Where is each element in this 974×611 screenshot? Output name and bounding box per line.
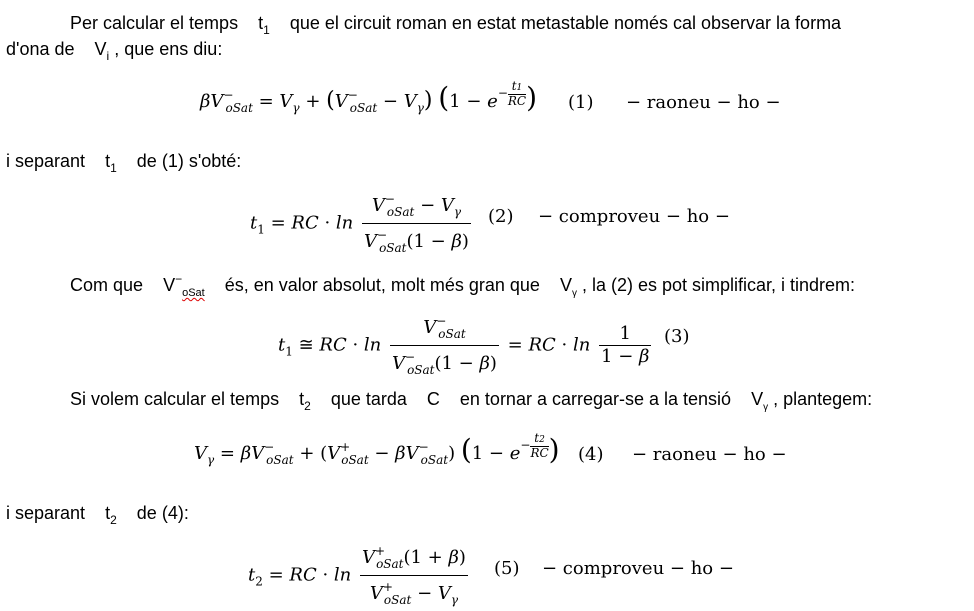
t1-symbol: $t_1$ xyxy=(105,151,117,175)
t2-symbol: $t_2$ xyxy=(105,503,117,527)
t1-symbol: $t_1$ xyxy=(258,13,270,37)
equation-2: $t_1$ = RC · ln $\frac{V^-_{oSat} - V_\gamma}{V^-_{oSat}(1 - \beta)}$ xyxy=(250,188,474,259)
paragraph-4 xyxy=(70,388,872,419)
text: que tarda xyxy=(330,389,407,409)
text: Si volem calcular el temps xyxy=(70,389,280,409)
equation-5-note: − comproveu − ho − xyxy=(542,558,734,579)
paragraph-3 xyxy=(70,268,855,305)
text: Com que xyxy=(70,275,144,295)
text: Per calcular el temps xyxy=(70,13,239,33)
equation-4-number: (4) xyxy=(578,444,604,465)
text: , plantegem: xyxy=(773,389,873,409)
t2-symbol: $t_2$ xyxy=(299,389,311,413)
equation-5-number: (5) xyxy=(494,558,520,579)
paragraph-1-line-2 xyxy=(6,38,222,67)
text: i separant xyxy=(6,503,86,523)
vgamma-symbol: $V_\gamma$ xyxy=(751,389,769,413)
text: en tornar a carregar-se a la tensió xyxy=(459,389,732,409)
equation-1: $\beta V^-_{oSat} = V_\gamma + (V^-_{oSat} - V_\gamma) (1 - e^{- \frac{t1}{RC}}$ ) xyxy=(200,79,538,115)
vi-symbol: $V_i$ xyxy=(94,39,110,63)
text: és, en valor absolut, molt més gran que xyxy=(224,275,540,295)
c-symbol: C xyxy=(426,389,440,409)
equation-2-note: − comproveu − ho − xyxy=(538,206,730,227)
text: i separant xyxy=(6,151,86,171)
text: de (4): xyxy=(136,503,189,523)
text: de (1) s'obté: xyxy=(136,151,242,171)
vgamma-symbol: $V_\gamma$ xyxy=(559,275,577,299)
equation-4: $V_\gamma = \beta V^-_{oSat} + (V^+_{oSat} - \beta V^-_{oSat}) (1 - e^{- \frac{t2}{RC}}$ ) xyxy=(194,431,560,467)
v-osat-symbol: $V^-_{oSat}$ xyxy=(163,272,205,299)
text: , la (2) es pot simplificar, i tindrem: xyxy=(581,275,856,295)
equation-3: $t_1$ ≅ RC · ln $\frac{V^-_{oSat}}{V^-_{oSat}(1 - \beta)}$ = RC · ln $\frac{1}{1 - \beta}$ xyxy=(278,310,654,381)
paragraph-5 xyxy=(6,502,189,531)
equation-5: $t_2$ = RC · ln $\frac{V^+_{oSat}(1 + \beta)}{V^+_{oSat} - V_\gamma}$ xyxy=(248,540,471,611)
paragraph-2 xyxy=(6,150,241,179)
equation-3-number: (3) xyxy=(664,326,690,347)
text: que el circuit roman en estat metastable només cal observar la forma xyxy=(289,13,842,33)
equation-1-note: − raoneu − ho − xyxy=(626,92,781,113)
paragraph-1-line-1 xyxy=(70,12,841,41)
equation-2-number: (2) xyxy=(488,206,514,227)
equation-4-note: − raoneu − ho − xyxy=(632,444,787,465)
text: d'ona de xyxy=(6,39,75,59)
equation-1-number: (1) xyxy=(568,92,594,113)
text: , que ens diu: xyxy=(114,39,223,59)
